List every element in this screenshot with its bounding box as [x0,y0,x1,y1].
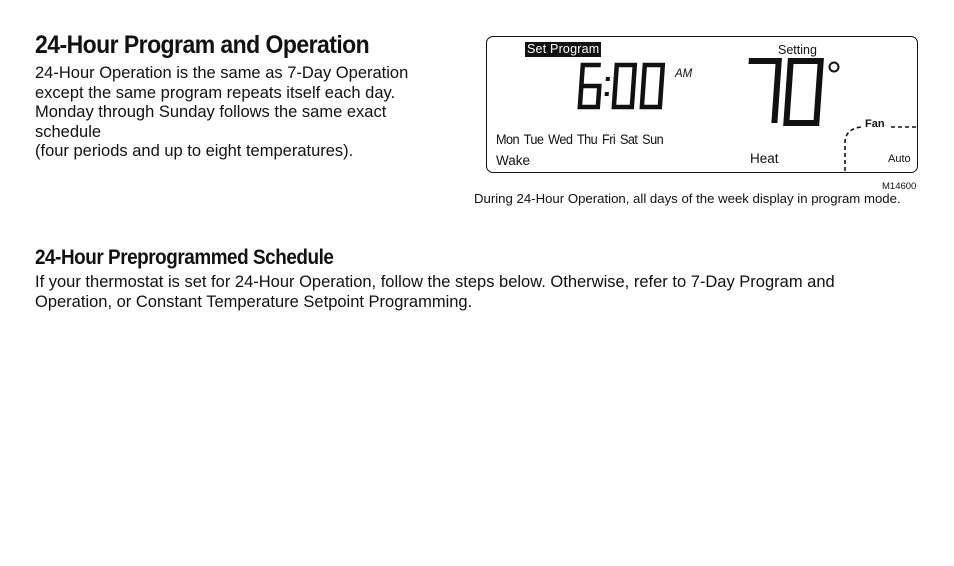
am-pm-indicator: AM [675,68,693,80]
temperature-readout [743,57,843,129]
day-indicators [496,132,665,147]
intro-line: 24-Hour Operation is the same as 7-Day Operation [35,64,409,82]
intro-paragraph [35,64,455,162]
day-tue: Tue [523,132,544,147]
day-wed: Wed [548,132,573,147]
day-sun: Sun [642,132,664,147]
intro-line: schedule [35,122,102,141]
day-fri: Fri [602,132,616,147]
section-line: Operation, or Constant Temperature Setpoint Programming. [35,292,473,311]
intro-line: except the same program repeats itself each day. [35,83,396,102]
setting-indicator: Setting [778,43,817,57]
intro-line: Monday through Sunday follows the same exact [35,103,387,122]
period-indicator: Wake [496,153,531,168]
day-mon: Mon [496,132,520,147]
section-paragraph [35,273,915,312]
fan-label: Fan [865,118,885,130]
figure-code: M14600 [882,181,917,192]
day-sat: Sat [619,132,638,147]
section-heading: 24-Hour Preprogrammed Schedule [35,246,334,269]
fan-mode-value: Auto [888,153,911,165]
time-readout [577,62,673,112]
thermostat-display-illustration [486,36,918,173]
intro-line: (four periods and up to eight temperatures). [35,142,354,161]
figure-caption: During 24-Hour Operation, all days of the week display in program mode. [474,191,901,206]
day-thu: Thu [576,132,598,147]
mode-indicator: Heat [750,151,779,166]
set-program-indicator: Set Program [527,42,600,56]
section-line: If your thermostat is set for 24-Hour Operation, follow the steps below. Otherwise, refer to 7-Day Program and [35,273,835,291]
page-title: 24-Hour Program and Operation [35,31,370,59]
